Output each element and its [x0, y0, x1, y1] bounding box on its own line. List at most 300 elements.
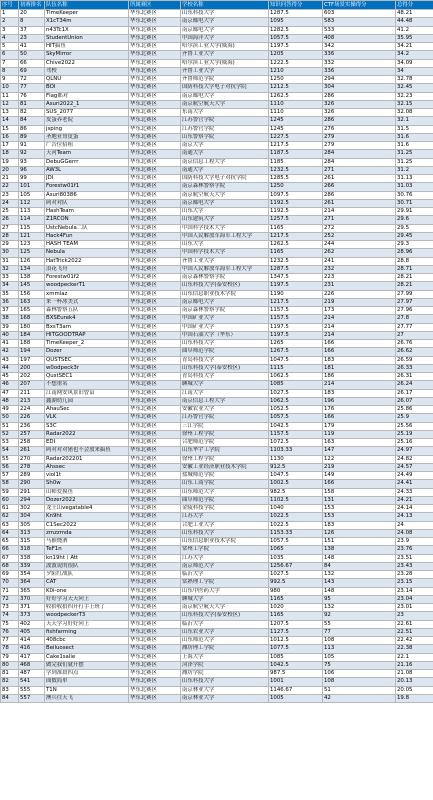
cell-region: 华东北赛区	[129, 10, 181, 18]
cell-ctf-score: 186	[323, 373, 396, 381]
cell-total-score: 23	[396, 612, 433, 620]
cell-ctf-score: 279	[323, 142, 396, 150]
cell-school: 南京林业大学	[181, 686, 269, 694]
cell-region: 华东北赛区	[129, 224, 181, 232]
table-row	[1, 348, 433, 356]
cell-total-score: 23.04	[396, 595, 433, 603]
cell-region: 华东北赛区	[129, 257, 181, 265]
cell-index: 9	[1, 76, 19, 84]
cell-team-name: 好好学习天天向上	[45, 595, 129, 603]
cell-ctf-score: 326	[323, 109, 396, 117]
cell-prelim-rank: 370	[19, 595, 45, 603]
cell-region: 华东北赛区	[129, 142, 181, 150]
cell-team-name: 阿对对对猪也不会放来搞鱼	[45, 447, 129, 455]
cell-index: 65	[1, 538, 19, 546]
cell-school: 上海大学	[181, 653, 269, 661]
cell-quiz-score: 1347.5	[269, 274, 323, 282]
cell-ctf-score: 122	[323, 455, 396, 463]
table-row	[1, 686, 433, 694]
table-row	[1, 356, 433, 364]
cell-team-name: Chive2022	[45, 59, 129, 67]
cell-ctf-score: 147	[323, 447, 396, 455]
cell-team-name: QUSTSEC	[45, 356, 129, 364]
cell-ctf-score: 214	[323, 323, 396, 331]
cell-school: 山东科技大学	[181, 340, 269, 348]
table-row	[1, 18, 433, 26]
cell-quiz-score: 1245	[269, 125, 323, 133]
cell-prelim-rank: 365	[19, 587, 45, 595]
table-row	[1, 653, 433, 661]
cell-region: 华东北赛区	[129, 67, 181, 75]
cell-index: 67	[1, 554, 19, 562]
cell-school: 安徽农业大学	[181, 406, 269, 414]
cell-school: 南京森林警察学院	[181, 307, 269, 315]
cell-region: 华东北赛区	[129, 265, 181, 273]
cell-ctf-score: 244	[323, 241, 396, 249]
cell-index: 6	[1, 51, 19, 59]
cell-school: 南京航空航天大学	[181, 100, 269, 108]
cell-team-name: 澳兵往天飞	[45, 694, 129, 702]
cell-total-score: 19.8	[396, 694, 433, 702]
cell-school: 齐鲁工业大学	[181, 51, 269, 59]
cell-team-name: Radar2022	[45, 430, 129, 438]
table-row	[1, 678, 433, 686]
cell-region: 华东北赛区	[129, 480, 181, 488]
table-row	[1, 331, 433, 339]
cell-ctf-score: 286	[323, 117, 396, 125]
cell-index: 62	[1, 513, 19, 521]
cell-prelim-rank: 290	[19, 480, 45, 488]
cell-team-name: HIT搞鱼	[45, 43, 129, 51]
cell-school: 中国人民解放军海军工程大学	[181, 265, 269, 273]
cell-prelim-rank: 112	[19, 199, 45, 207]
cell-total-score: 31.6	[396, 142, 433, 150]
cell-quiz-score: 1127.5	[269, 628, 323, 636]
cell-school: 曲阜师范学院	[181, 348, 269, 356]
cell-ctf-score: 232	[323, 265, 396, 273]
cell-total-score: 32.15	[396, 100, 433, 108]
cell-quiz-score: 1040	[269, 505, 323, 513]
cell-school: 南京森林警察学院	[181, 183, 269, 191]
cell-team-name: jsping	[45, 125, 129, 133]
cell-team-name: StudentUnion	[45, 34, 129, 42]
cell-region: 华东北赛区	[129, 356, 181, 364]
cell-quiz-score: 1285.5	[269, 175, 323, 183]
cell-team-name: Asuri2022_1	[45, 100, 129, 108]
cell-region: 华东北赛区	[129, 51, 181, 59]
cell-quiz-score: 1022.5	[269, 513, 323, 521]
cell-school: 哈尔滨工业大学(威海)	[181, 59, 269, 67]
cell-team-name: 龙王山vegatable4	[45, 505, 129, 513]
cell-team-name: 江南网安风景旧曾谙	[45, 389, 129, 397]
cell-index: 37	[1, 307, 19, 315]
cell-prelim-rank: 278	[19, 463, 45, 471]
cell-quiz-score: 1020	[269, 604, 323, 612]
cell-school: 山东科技大学	[181, 529, 269, 537]
table-row	[1, 571, 433, 579]
cell-region: 华东北赛区	[129, 183, 181, 191]
cell-region: 华东北赛区	[129, 571, 181, 579]
cell-quiz-score: 992.5	[269, 579, 323, 587]
cell-index: 22	[1, 183, 19, 191]
cell-quiz-score: 1250	[269, 183, 323, 191]
cell-ctf-score: 132	[323, 571, 396, 579]
table-row	[1, 175, 433, 183]
cell-quiz-score: 1262.5	[269, 241, 323, 249]
cell-index: 52	[1, 430, 19, 438]
cell-team-name: Dozer2022	[45, 496, 129, 504]
cell-prelim-rank: 89	[19, 133, 45, 141]
cell-total-score: 23.15	[396, 579, 433, 587]
cell-quiz-score: 1190	[269, 290, 323, 298]
cell-region: 华东北赛区	[129, 455, 181, 463]
cell-school: 南京信息工程大学	[181, 158, 269, 166]
cell-total-score: 28.8	[396, 257, 433, 265]
cell-prelim-rank: 236	[19, 422, 45, 430]
cell-quiz-score: 1197.5	[269, 282, 323, 290]
cell-index: 43	[1, 356, 19, 364]
cell-index: 60	[1, 496, 19, 504]
cell-team-name: HASH TEAM	[45, 241, 129, 249]
cell-region: 华东北赛区	[129, 422, 181, 430]
cell-index: 4	[1, 34, 19, 42]
table-row	[1, 406, 433, 414]
cell-index: 33	[1, 274, 19, 282]
cell-ctf-score: 183	[323, 356, 396, 364]
cell-region: 华东北赛区	[129, 274, 181, 282]
cell-index: 66	[1, 546, 19, 554]
cell-ctf-score: 183	[323, 521, 396, 529]
cell-school: 临沂大学	[181, 571, 269, 579]
table-row	[1, 315, 433, 323]
cell-quiz-score: 987.5	[269, 670, 323, 678]
cell-school: 江苏大学	[181, 513, 269, 521]
cell-team-name: woodpeckerT1	[45, 282, 129, 290]
cell-ctf-score: 84	[323, 562, 396, 570]
cell-school: 南京林业大学	[181, 694, 269, 702]
cell-prelim-rank: 105	[19, 191, 45, 199]
cell-index: 29	[1, 241, 19, 249]
cell-index: 34	[1, 282, 19, 290]
cell-ctf-score: 261	[323, 175, 396, 183]
table-row	[1, 224, 433, 232]
cell-total-score: 26.76	[396, 340, 433, 348]
header-quiz-score: 知识问答得分	[269, 1, 323, 10]
cell-ctf-score: 219	[323, 463, 396, 471]
header-prelim-rank: 初赛排名	[19, 1, 45, 10]
cell-index: 56	[1, 463, 19, 471]
cell-total-score: 34	[396, 67, 433, 75]
cell-index: 19	[1, 158, 19, 166]
cell-school: 南京邮电大学	[181, 26, 269, 34]
cell-index: 44	[1, 364, 19, 372]
cell-team-name: 408cbc	[45, 637, 129, 645]
table-row	[1, 158, 433, 166]
cell-team-name: JDI	[45, 175, 129, 183]
cell-team-name: Beiluosect	[45, 645, 129, 653]
cell-region: 华东北赛区	[129, 298, 181, 306]
cell-ctf-score: 149	[323, 472, 396, 480]
cell-prelim-rank: 145	[19, 282, 45, 290]
cell-prelim-rank: 289	[19, 472, 45, 480]
cell-total-score: 29.5	[396, 224, 433, 232]
cell-prelim-rank: 261	[19, 447, 45, 455]
cell-ctf-score: 336	[323, 51, 396, 59]
cell-ctf-score: 286	[323, 191, 396, 199]
cell-quiz-score: 1002.5	[269, 480, 323, 488]
cell-team-name: Forestw01f2	[45, 274, 129, 282]
cell-ctf-score: 132	[323, 604, 396, 612]
cell-prelim-rank: 163	[19, 298, 45, 306]
cell-prelim-rank: 468	[19, 661, 45, 669]
cell-team-name: xmmlaz	[45, 290, 129, 298]
cell-total-score: 25.19	[396, 430, 433, 438]
cell-total-score: 22.1	[396, 653, 433, 661]
table-row	[1, 241, 433, 249]
cell-ctf-score: 284	[323, 158, 396, 166]
cell-quiz-score: 1197.5	[269, 323, 323, 331]
cell-index: 77	[1, 637, 19, 645]
cell-total-score: 23.01	[396, 604, 433, 612]
table-row	[1, 579, 433, 587]
cell-index: 45	[1, 373, 19, 381]
cell-index: 54	[1, 447, 19, 455]
table-row	[1, 620, 433, 628]
cell-prelim-rank: 8	[19, 18, 45, 26]
cell-team-name: X1cT34m	[45, 18, 129, 26]
table-row	[1, 109, 433, 117]
cell-ctf-score: 75	[323, 661, 396, 669]
cell-region: 华东北赛区	[129, 216, 181, 224]
cell-team-name: Kn9ht	[45, 513, 129, 521]
cell-total-score: 20.13	[396, 678, 433, 686]
cell-region: 华东北赛区	[129, 199, 181, 207]
cell-region: 华东北赛区	[129, 661, 181, 669]
cell-school: 安徽工业经济职业技术学院	[181, 463, 269, 471]
cell-region: 华东北赛区	[129, 307, 181, 315]
cell-prelim-rank: 202	[19, 373, 45, 381]
cell-team-name: HashTeam	[45, 208, 129, 216]
cell-team-name: Dozer	[45, 348, 129, 356]
table-row	[1, 307, 433, 315]
cell-index: 41	[1, 340, 19, 348]
cell-prelim-rank: 126	[19, 257, 45, 265]
cell-quiz-score: 1085	[269, 381, 323, 389]
cell-prelim-rank: 211	[19, 389, 45, 397]
cell-ctf-score: 166	[323, 348, 396, 356]
table-row	[1, 43, 433, 51]
cell-index: 26	[1, 216, 19, 224]
cell-total-score: 31.13	[396, 175, 433, 183]
cell-ctf-score: 77	[323, 628, 396, 636]
cell-team-name: DebuGGerrr	[45, 158, 129, 166]
cell-total-score: 31.03	[396, 183, 433, 191]
cell-prelim-rank: 77	[19, 84, 45, 92]
cell-team-name: 皮蛋养老院	[45, 117, 129, 125]
table-row	[1, 59, 433, 67]
table-row	[1, 208, 433, 216]
header-total-score: 总得分	[396, 1, 433, 10]
table-row	[1, 298, 433, 306]
cell-school: 齐鲁工业大学	[181, 257, 269, 265]
cell-index: 38	[1, 315, 19, 323]
cell-index: 36	[1, 298, 19, 306]
cell-region: 华东北赛区	[129, 414, 181, 422]
cell-ctf-score: 42	[323, 694, 396, 702]
table-row	[1, 26, 433, 34]
cell-team-name: Forestw01f1	[45, 183, 129, 191]
cell-index: 28	[1, 232, 19, 240]
cell-team-name: 驾校	[45, 67, 129, 75]
cell-ctf-score: 166	[323, 414, 396, 422]
cell-region: 华东北赛区	[129, 637, 181, 645]
cell-team-name: 面数简单	[45, 678, 129, 686]
cell-quiz-score: 1072.5	[269, 439, 323, 447]
cell-region: 华东北赛区	[129, 26, 181, 34]
cell-ctf-score: 148	[323, 587, 396, 595]
table-row	[1, 488, 433, 496]
cell-region: 华东北赛区	[129, 686, 181, 694]
cell-team-name: BOI	[45, 84, 129, 92]
cell-prelim-rank: 72	[19, 76, 45, 84]
cell-quiz-score: 1197.5	[269, 331, 323, 339]
cell-school: 山东师范大学	[181, 637, 269, 645]
cell-quiz-score: 1052.5	[269, 406, 323, 414]
cell-quiz-score: 1217.5	[269, 298, 323, 306]
cell-quiz-score: 1130	[269, 455, 323, 463]
cell-team-name: CAT	[45, 579, 129, 587]
cell-team-name: TimeKeeper_2	[45, 340, 129, 348]
cell-quiz-score: 1047.5	[269, 472, 323, 480]
cell-quiz-score: 1212.5	[269, 84, 323, 92]
cell-school: 曲阜师范学院	[181, 496, 269, 504]
cell-school: 聊城大学	[181, 381, 269, 389]
cell-team-name: EDI	[45, 439, 129, 447]
table-row	[1, 117, 433, 125]
cell-prelim-rank: 541	[19, 678, 45, 686]
cell-school: 江苏警官学院	[181, 117, 269, 125]
cell-index: 20	[1, 166, 19, 174]
cell-index: 81	[1, 670, 19, 678]
cell-region: 华东北赛区	[129, 612, 181, 620]
cell-index: 74	[1, 612, 19, 620]
table-row	[1, 76, 433, 84]
cell-index: 32	[1, 265, 19, 273]
cell-total-score: 21.16	[396, 661, 433, 669]
cell-total-score: 31.25	[396, 150, 433, 158]
cell-total-score: 41.2	[396, 26, 433, 34]
cell-ctf-score: 214	[323, 208, 396, 216]
cell-prelim-rank: 23	[19, 34, 45, 42]
cell-quiz-score: 982.5	[269, 488, 323, 496]
cell-ctf-score: 55	[323, 620, 396, 628]
table-row	[1, 265, 433, 273]
cell-school: 江苏警官学院	[181, 125, 269, 133]
cell-index: 50	[1, 414, 19, 422]
table-row	[1, 455, 433, 463]
cell-prelim-rank: 197	[19, 356, 45, 364]
cell-team-name: 鑫湖幼儿园	[45, 397, 129, 405]
cell-prelim-rank: 188	[19, 340, 45, 348]
cell-school: 山东工商学院	[181, 480, 269, 488]
cell-school: 山东信息职业技术学院	[181, 538, 269, 546]
cell-ctf-score: 271	[323, 166, 396, 174]
cell-ctf-score: 533	[323, 26, 396, 34]
cell-region: 华东北赛区	[129, 653, 181, 661]
cell-prelim-rank: 315	[19, 538, 45, 546]
table-row	[1, 100, 433, 108]
cell-region: 华东北赛区	[129, 76, 181, 84]
cell-region: 华东北赛区	[129, 579, 181, 587]
cell-ctf-score: 603	[323, 10, 396, 18]
cell-team-name: 来一杯冰美式	[45, 298, 129, 306]
cell-ctf-score: 163	[323, 439, 396, 447]
cell-total-score: 22.61	[396, 620, 433, 628]
cell-school: 山东科技大学	[181, 10, 269, 18]
cell-prelim-rank: 180	[19, 323, 45, 331]
table-row	[1, 670, 433, 678]
cell-total-score: 24.49	[396, 472, 433, 480]
cell-prelim-rank: 125	[19, 249, 45, 257]
table-row	[1, 257, 433, 265]
table-body	[1, 10, 433, 703]
cell-region: 华东北赛区	[129, 645, 181, 653]
table-row	[1, 628, 433, 636]
cell-team-name: Flag都对	[45, 92, 129, 100]
cell-index: 49	[1, 406, 19, 414]
header-region: 所属赛区	[129, 1, 181, 10]
cell-region: 华东北赛区	[129, 166, 181, 174]
cell-ctf-score: 131	[323, 496, 396, 504]
cell-school: 中国石油大学（华东）	[181, 331, 269, 339]
cell-prelim-rank: 258	[19, 439, 45, 447]
cell-total-score: 26.59	[396, 356, 433, 364]
table-row	[1, 232, 433, 240]
table-row	[1, 191, 433, 199]
cell-prelim-rank: 113	[19, 208, 45, 216]
cell-region: 华东北赛区	[129, 397, 181, 405]
cell-school: 齐鲁师范学院	[181, 76, 269, 84]
cell-index: 71	[1, 587, 19, 595]
cell-total-score: 26.07	[396, 397, 433, 405]
header-index: 序号	[1, 1, 19, 10]
cell-prelim-rank: 115	[19, 224, 45, 232]
cell-team-name: 收拾收拾四开打手上班了	[45, 604, 129, 612]
cell-total-score: 29.91	[396, 208, 433, 216]
table-row	[1, 290, 433, 298]
cell-total-score: 27.77	[396, 323, 433, 331]
cell-index: 11	[1, 92, 19, 100]
cell-quiz-score: 1057.5	[269, 538, 323, 546]
cell-school: 山东科技大学(泰安校区)	[181, 612, 269, 620]
cell-quiz-score: 1057.5	[269, 34, 323, 42]
cell-region: 华东北赛区	[129, 364, 181, 372]
cell-index: 58	[1, 480, 19, 488]
cell-team-name: woodpeckerT3	[45, 612, 129, 620]
cell-prelim-rank: 414	[19, 637, 45, 645]
cell-ctf-score: 126	[323, 529, 396, 537]
cell-quiz-score: 1153.33	[269, 529, 323, 537]
cell-school: 江南大学	[181, 389, 269, 397]
cell-quiz-score: 1110	[269, 109, 323, 117]
cell-team-name: 学到准晨四点	[45, 670, 129, 678]
cell-total-score: 24.82	[396, 455, 433, 463]
cell-region: 华东北赛区	[129, 100, 181, 108]
cell-region: 华东北赛区	[129, 18, 181, 26]
cell-prelim-rank: 194	[19, 348, 45, 356]
cell-region: 华东北赛区	[129, 84, 181, 92]
cell-school: 齐鲁工业大学	[181, 67, 269, 75]
